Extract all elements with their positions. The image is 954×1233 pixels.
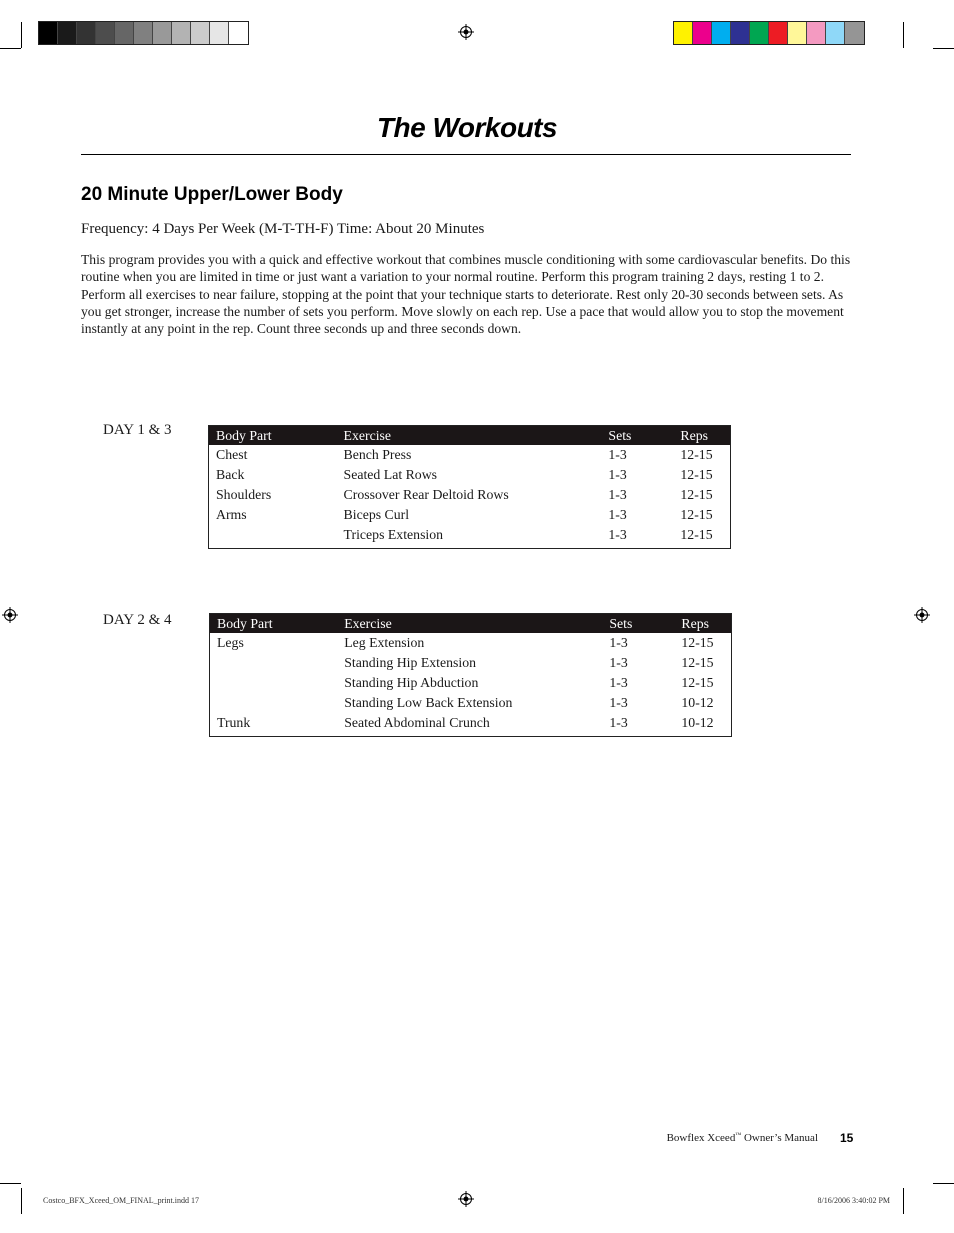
column-header: Reps	[681, 614, 731, 634]
table-row	[209, 445, 731, 465]
registration-mark-icon	[2, 607, 18, 623]
exercise-cell: Leg Extension	[344, 635, 425, 650]
reps-cell: 12-15	[681, 655, 714, 670]
reps-cell: 12-15	[680, 467, 713, 482]
body-part-cell: Shoulders	[216, 487, 272, 502]
body-part-cell	[210, 693, 345, 713]
table-row	[209, 505, 731, 525]
day-label-1-3: DAY 1 & 3	[103, 422, 172, 438]
table-row	[210, 653, 732, 673]
description-paragraph: This program provides you with a quick and effective workout that combines muscle conditioning with some cardiovascular benefits. Do this routine when you are limited in time or just want a variation to your normal routine. Perform this program training 2 days, resting 1 to 2. Perform all exercises to near failure, stopping at the point that your technique starts to deteriorate. Rest only 20-30 seconds between sets. As you get stronger, increase the number of sets you perform. Move slowly on each rep. Use a pace that would allow you to stop the movement instantly at any point in the rep. Count three seconds up and three seconds down.	[81, 252, 851, 337]
color-swatch	[191, 22, 210, 44]
crop-line	[933, 1183, 954, 1184]
page-number: 15	[840, 1131, 854, 1145]
frequency-line: Frequency: 4 Days Per Week (M-T-TH-F) Time: About 20 Minutes	[81, 221, 485, 237]
sets-cell: 1-3	[609, 695, 628, 710]
crop-line	[0, 48, 21, 49]
color-swatch	[769, 22, 788, 44]
color-swatch	[96, 22, 115, 44]
reps-cell: 12-15	[680, 447, 713, 462]
body-part-cell: Back	[216, 467, 245, 482]
reps-cell: 12-15	[680, 527, 713, 542]
table-row	[210, 713, 732, 737]
table-row	[209, 525, 731, 549]
exercise-cell: Triceps Extension	[343, 527, 444, 542]
body-part-cell	[210, 653, 345, 673]
sets-cell: 1-3	[609, 635, 628, 650]
table-row	[209, 485, 731, 505]
body-part-cell: Arms	[216, 507, 247, 522]
column-header: Sets	[609, 614, 681, 634]
title-divider	[81, 154, 851, 155]
table-row	[209, 465, 731, 485]
day-label-2-4: DAY 2 & 4	[103, 612, 172, 628]
table-header-row	[210, 614, 732, 634]
exercise-cell: Standing Hip Extension	[344, 655, 477, 670]
reps-cell: 12-15	[681, 635, 714, 650]
table-row	[210, 693, 732, 713]
body-part-cell	[210, 673, 345, 693]
body-part-cell: Legs	[217, 635, 244, 650]
body-part-cell	[209, 525, 344, 549]
color-swatch	[77, 22, 96, 44]
sets-cell: 1-3	[608, 467, 627, 482]
exercise-cell: Biceps Curl	[343, 507, 410, 522]
workout-table-day-2-4	[209, 613, 732, 737]
crop-line	[21, 1188, 22, 1214]
exercise-cell: Seated Abdominal Crunch	[344, 715, 490, 730]
section-heading: 20 Minute Upper/Lower Body	[81, 184, 343, 205]
trademark-symbol: ™	[735, 1132, 742, 1139]
color-swatch	[134, 22, 153, 44]
exercise-cell: Standing Hip Abduction	[344, 675, 479, 690]
manual-name	[667, 1132, 818, 1144]
color-swatch	[826, 22, 845, 44]
color-swatch	[693, 22, 712, 44]
color-swatch	[39, 22, 58, 44]
grayscale-bar	[38, 21, 249, 45]
color-swatch	[731, 22, 750, 44]
exercise-cell: Bench Press	[343, 447, 412, 462]
sets-cell: 1-3	[609, 655, 628, 670]
registration-mark-icon	[458, 1191, 474, 1207]
crop-line	[933, 48, 954, 49]
color-swatch	[58, 22, 77, 44]
manual-suffix: Owner’s Manual	[741, 1132, 818, 1144]
exercise-cell: Seated Lat Rows	[343, 467, 438, 482]
slug-timestamp: 8/16/2006 3:40:02 PM	[817, 1196, 890, 1205]
table-row	[210, 673, 732, 693]
color-swatch	[788, 22, 807, 44]
sets-cell: 1-3	[609, 715, 628, 730]
column-header: Body Part	[210, 614, 345, 634]
reps-cell: 10-12	[681, 715, 714, 730]
color-swatch	[807, 22, 826, 44]
crop-line	[903, 22, 904, 48]
color-swatch	[210, 22, 229, 44]
exercise-cell: Standing Low Back Extension	[344, 695, 513, 710]
sets-cell: 1-3	[608, 447, 627, 462]
reps-cell: 12-15	[680, 487, 713, 502]
registration-mark-icon	[914, 607, 930, 623]
column-header: Exercise	[344, 614, 609, 634]
reps-cell: 12-15	[681, 675, 714, 690]
reps-cell: 10-12	[681, 695, 714, 710]
column-header: Exercise	[344, 426, 609, 446]
workout-table-day-1-3	[208, 425, 731, 549]
color-swatch	[674, 22, 693, 44]
slug-filename: Costco_BFX_Xceed_OM_FINAL_print.indd 17	[43, 1196, 199, 1205]
sets-cell: 1-3	[608, 507, 627, 522]
color-swatch	[229, 22, 248, 44]
body-part-cell: Trunk	[217, 715, 251, 730]
table-header-row	[209, 426, 731, 446]
crop-line	[903, 1188, 904, 1214]
registration-mark-icon	[458, 24, 474, 40]
table-row	[210, 633, 732, 653]
sets-cell: 1-3	[609, 675, 628, 690]
crop-line	[21, 22, 22, 48]
column-header: Sets	[608, 426, 680, 446]
manual-brand: Bowflex Xceed	[666, 1132, 736, 1144]
reps-cell: 12-15	[680, 507, 713, 522]
color-swatch	[750, 22, 769, 44]
exercise-cell: Crossover Rear Deltoid Rows	[343, 487, 509, 502]
color-swatch	[153, 22, 172, 44]
page-title: The Workouts	[376, 112, 558, 143]
column-header: Body Part	[209, 426, 344, 446]
body-part-cell: Chest	[216, 447, 248, 462]
crop-line	[0, 1183, 21, 1184]
color-swatch	[172, 22, 191, 44]
color-swatch	[115, 22, 134, 44]
sets-cell: 1-3	[608, 527, 627, 542]
color-bar	[673, 21, 865, 45]
color-swatch	[712, 22, 731, 44]
color-swatch	[845, 22, 864, 44]
sets-cell: 1-3	[608, 487, 627, 502]
column-header: Reps	[680, 426, 730, 446]
